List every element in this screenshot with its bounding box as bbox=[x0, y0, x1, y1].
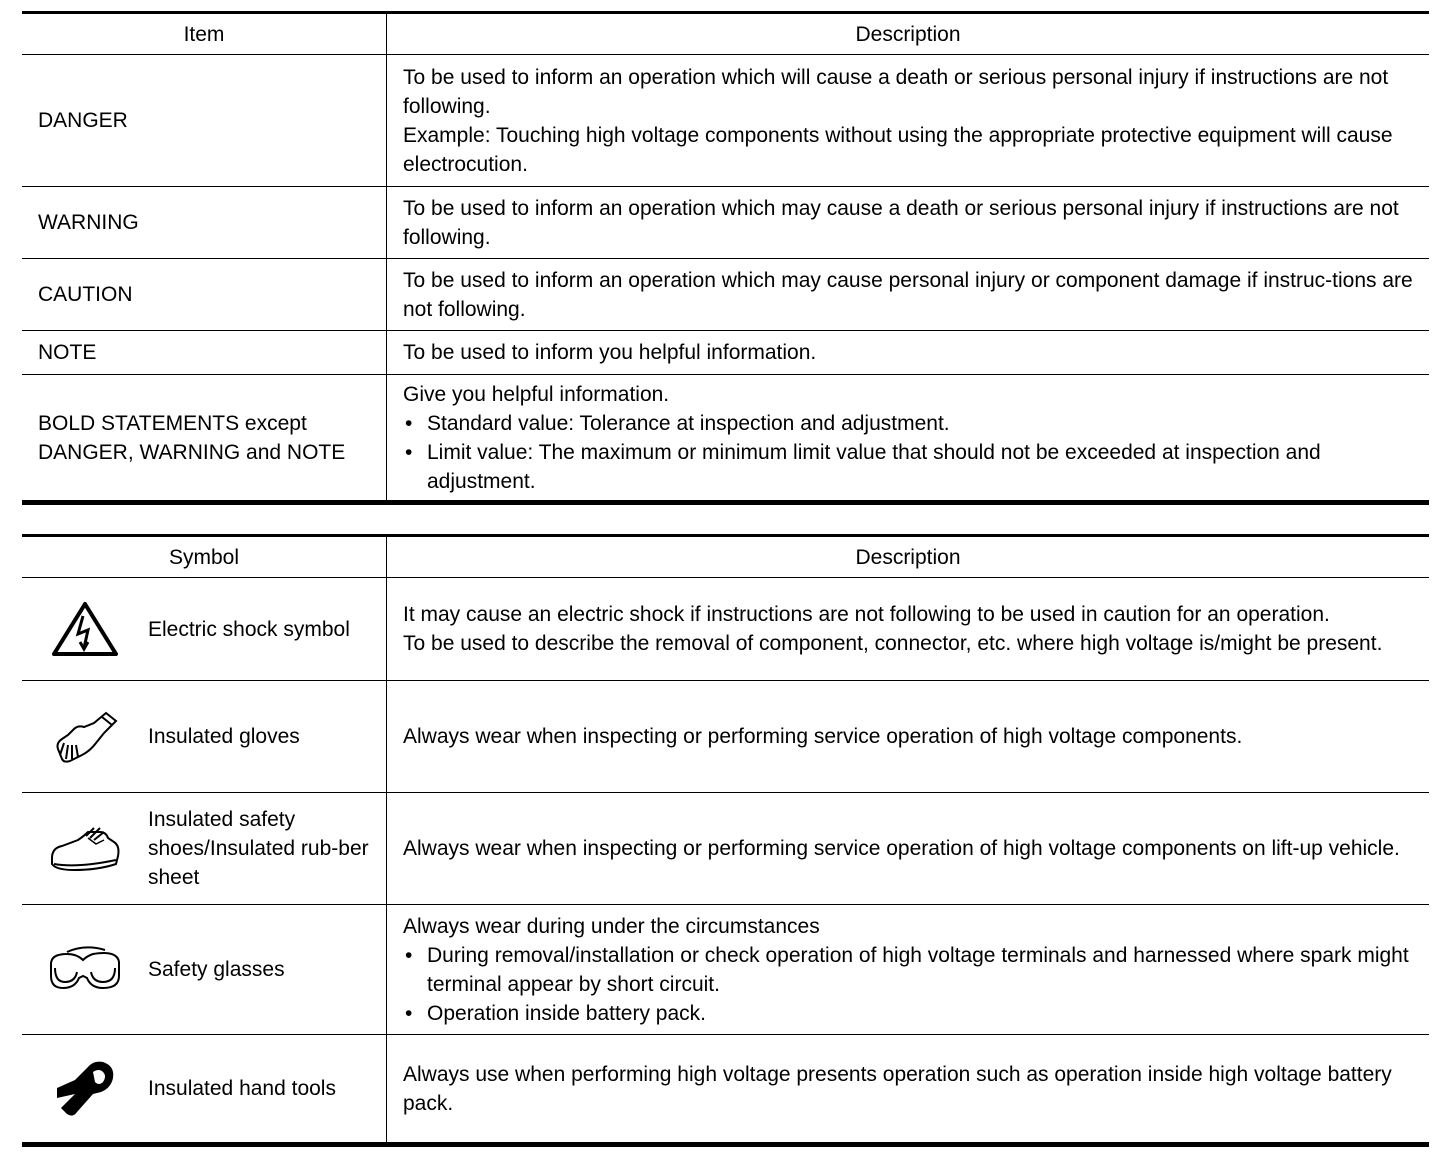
desc-text: To be used to inform an operation which will cause a death or serious personal injury if instructions are not following. bbox=[403, 65, 1389, 118]
item-caution: CAUTION bbox=[22, 259, 387, 331]
wrench-icon bbox=[22, 1058, 148, 1120]
desc-intro: Always wear during under the circumstances bbox=[403, 914, 820, 938]
desc-bold-statements bbox=[387, 375, 1430, 503]
bullet-item: • Operation inside battery pack. bbox=[403, 999, 1419, 1028]
symbol-label: Safety glasses bbox=[148, 958, 285, 981]
table-row-hand-tools bbox=[22, 1035, 1429, 1145]
desc-text: To be used to describe the removal of component, connector, etc. where high voltage is/might be present. bbox=[403, 632, 1383, 655]
header-symbol: Symbol bbox=[22, 536, 387, 578]
desc-caution bbox=[387, 259, 1430, 331]
desc-warning bbox=[387, 187, 1430, 259]
desc-text: Always wear when inspecting or performing service operation of high voltage components on lift-up vehicle. bbox=[403, 837, 1400, 860]
header-description: Description bbox=[387, 13, 1430, 55]
table-header-row bbox=[22, 13, 1429, 55]
item-bold-statements: BOLD STATEMENTS except DANGER, WARNING and NOTE bbox=[22, 375, 387, 503]
desc-safety-glasses bbox=[387, 905, 1430, 1035]
bullet-list bbox=[403, 409, 1419, 496]
desc-text: To be used to inform an operation which may cause a death or serious personal injury if instructions are not following. bbox=[403, 196, 1399, 249]
desc-intro: Give you helpful information. bbox=[403, 382, 670, 406]
desc-note bbox=[387, 331, 1430, 375]
symbol-cell bbox=[22, 793, 387, 905]
desc-text: Always wear when inspecting or performing service operation of high voltage components. bbox=[403, 725, 1243, 748]
bullet-item: • Standard value: Tolerance at inspection and adjustment. bbox=[403, 409, 1419, 438]
glove-icon bbox=[22, 709, 148, 765]
symbol-label: Insulated hand tools bbox=[148, 1077, 336, 1100]
desc-text: To be used to inform you helpful information. bbox=[403, 341, 817, 364]
bullet-list bbox=[403, 941, 1419, 1028]
desc-safety-shoes bbox=[387, 793, 1430, 905]
item-note: NOTE bbox=[22, 331, 387, 375]
symbol-cell bbox=[22, 1035, 387, 1145]
item-warning: WARNING bbox=[22, 187, 387, 259]
desc-text: Example: Touching high voltage components without using the appropriate protective equipment will cause electrocution. bbox=[403, 123, 1393, 176]
safety-glasses-icon bbox=[22, 946, 148, 994]
symbol-cell bbox=[22, 578, 387, 681]
item-danger: DANGER bbox=[22, 55, 387, 187]
table-row-safety-shoes bbox=[22, 793, 1429, 905]
symbol-cell bbox=[22, 681, 387, 793]
desc-electric-shock bbox=[387, 578, 1430, 681]
desc-danger bbox=[387, 55, 1430, 187]
table-row-note bbox=[22, 331, 1429, 375]
table-row-safety-glasses bbox=[22, 905, 1429, 1035]
desc-text: Always use when performing high voltage presents operation such as operation inside high voltage battery pack. bbox=[403, 1062, 1392, 1115]
table-row-electric-shock bbox=[22, 578, 1429, 681]
desc-gloves bbox=[387, 681, 1430, 793]
header-description: Description bbox=[387, 536, 1430, 578]
table-row-caution bbox=[22, 259, 1429, 331]
symbol-cell bbox=[22, 905, 387, 1035]
table-row-danger bbox=[22, 55, 1429, 187]
table-row-bold-statements bbox=[22, 375, 1429, 503]
electric-shock-icon bbox=[22, 600, 148, 658]
desc-hand-tools bbox=[387, 1035, 1430, 1145]
table-row-gloves bbox=[22, 681, 1429, 793]
bullet-item: • During removal/installation or check operation of high voltage terminals and harnessed where spark might terminal appear by short circuit. bbox=[403, 941, 1419, 999]
header-item: Item bbox=[22, 13, 387, 55]
symbols-table bbox=[22, 534, 1429, 1147]
safety-shoe-icon bbox=[22, 824, 148, 874]
bullet-item: • Limit value: The maximum or minimum limit value that should not be exceeded at inspection and adjustment. bbox=[403, 438, 1419, 496]
symbol-label: Electric shock symbol bbox=[148, 617, 350, 641]
table-header-row bbox=[22, 536, 1429, 578]
table-row-warning bbox=[22, 187, 1429, 259]
symbol-label: Insulated safety shoes/Insulated rub-ber sheet bbox=[148, 808, 369, 889]
symbol-label: Insulated gloves bbox=[148, 725, 300, 748]
desc-text: To be used to inform an operation which may cause personal injury or component damage if instruc-tions are not following. bbox=[403, 268, 1413, 321]
desc-text: It may cause an electric shock if instructions are not following to be used in caution for an operation. bbox=[403, 603, 1330, 626]
items-table bbox=[22, 11, 1429, 505]
